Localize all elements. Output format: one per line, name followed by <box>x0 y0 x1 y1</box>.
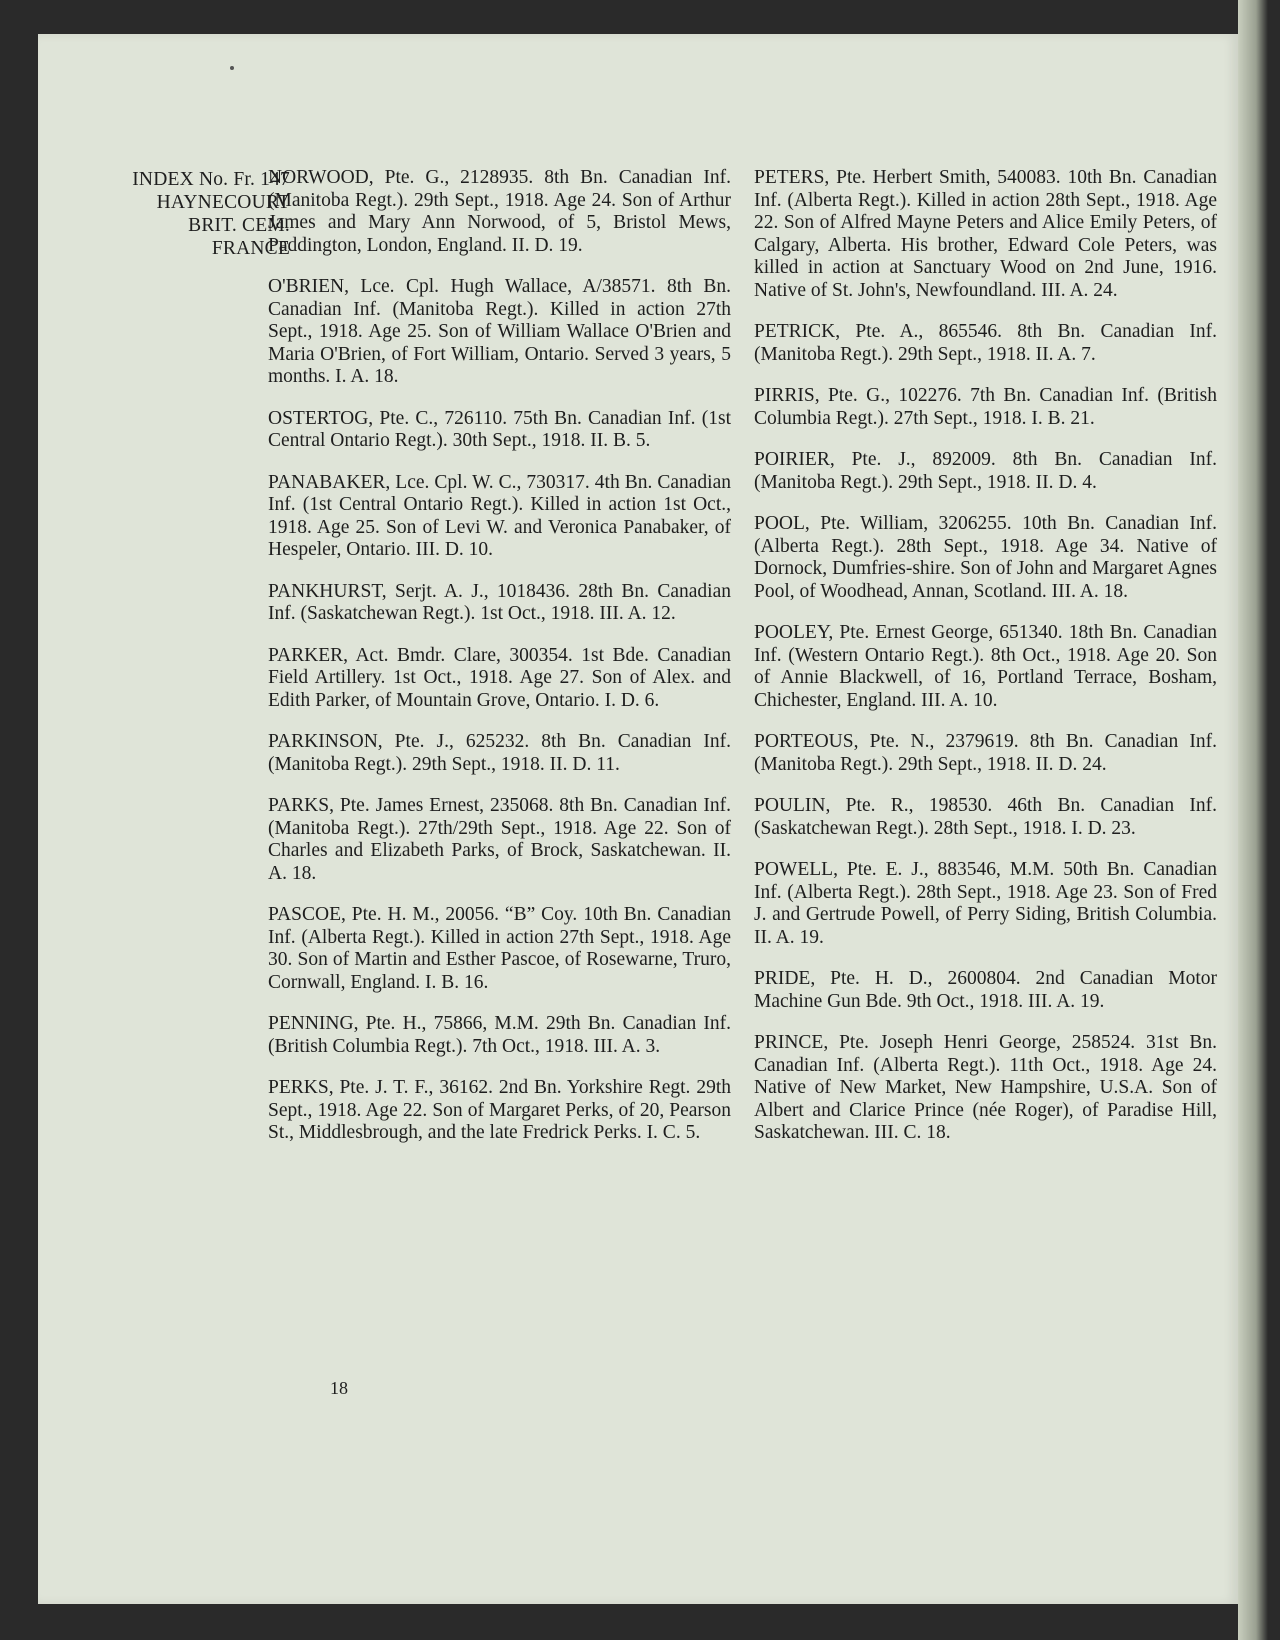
entry-powell: POWELL, Pte. E. J., 883546, M.M. 50th Bn. Canadian Inf. (Alberta Regt.). 28th Sept., 1918. Age 23. Son of Fred J. and Gertrude Powell, of Perry Siding, British Columbia. II. A. 19. <box>754 859 1217 948</box>
entry-pirris: PIRRIS, Pte. G., 102276. 7th Bn. Canadian Inf. (British Columbia Regt.). 27th Sept., 1918. I. B. 21. <box>754 385 1217 429</box>
entry-parkinson: PARKINSON, Pte. J., 625232. 8th Bn. Canadian Inf. (Manitoba Regt.). 29th Sept., 1918. II. D. 11. <box>268 731 731 775</box>
book-spine-edge <box>1238 0 1268 1640</box>
entry-poulin: POULIN, Pte. R., 198530. 46th Bn. Canadian Inf. (Saskatchewan Regt.). 28th Sept., 1918. I. D. 23. <box>754 795 1217 839</box>
entry-obrien: O'BRIEN, Lce. Cpl. Hugh Wallace, A/38571. 8th Bn. Canadian Inf. (Manitoba Regt.). Killed in action 27th Sept., 1918. Age 25. Son of William Wallace O'Brien and Maria O'Brien, of Fort William, Ontario. Served 3 years, 5 months. I. A. 18. <box>268 276 731 387</box>
entry-perks: PERKS, Pte. J. T. F., 36162. 2nd Bn. Yorkshire Regt. 29th Sept., 1918. Age 22. Son of Margaret Perks, of 20, Pearson St., Middlesbrough, and the late Fredrick Perks. I. C. 5. <box>268 1077 731 1143</box>
entry-pooley: POOLEY, Pte. Ernest George, 651340. 18th Bn. Canadian Inf. (Western Ontario Regt.). 8th Oct., 1918. Age 20. Son of Annie Blackwell, of 16, Portland Terrace, Bosham, Chichester, England. III. A. 10. <box>754 622 1217 711</box>
speck-mark <box>230 66 234 70</box>
entry-pascoe: PASCOE, Pte. H. M., 20056. “B” Coy. 10th Bn. Canadian Inf. (Alberta Regt.). Killed in action 27th Sept., 1918. Age 30. Son of Martin and Esther Pascoe, of Rosewarne, Truro, Cornwall, England. I. B. 16. <box>268 904 731 993</box>
page-number: 18 <box>330 1378 348 1398</box>
entry-prince: PRINCE, Pte. Joseph Henri George, 258524. 31st Bn. Canadian Inf. (Alberta Regt.). 11th Oct., 1918. Age 24. Native of New Market, New Hampshire, U.S.A. Son of Albert and Clarice Prince (née Roger), of Paradise Hill, Saskatchewan. III. C. 18. <box>754 1032 1217 1143</box>
entry-petrick: PETRICK, Pte. A., 865546. 8th Bn. Canadian Inf. (Manitoba Regt.). 29th Sept., 1918. II. A. 7. <box>754 321 1217 365</box>
entry-ostertog: OSTERTOG, Pte. C., 726110. 75th Bn. Canadian Inf. (1st Central Ontario Regt.). 30th Sept., 1918. II. B. 5. <box>268 407 731 451</box>
right-column <box>754 167 1217 1164</box>
entry-parker: PARKER, Act. Bmdr. Clare, 300354. 1st Bde. Canadian Field Artillery. 1st Oct., 1918. Age 27. Son of Alex. and Edith Parker, of Mountain Grove, Ontario. I. D. 6. <box>268 644 731 711</box>
entry-norwood: NORWOOD, Pte. G., 2128935. 8th Bn. Canadian Inf. (Manitoba Regt.). 29th Sept., 1918. Age 24. Son of Arthur James and Mary Ann Norwood, of 5, Bristol Mews, Paddington, London, England. II. D. 19. <box>268 167 731 256</box>
entry-poirier: POIRIER, Pte. J., 892009. 8th Bn. Canadian Inf. (Manitoba Regt.). 29th Sept., 1918. II. D. 4. <box>754 449 1217 493</box>
entry-penning: PENNING, Pte. H., 75866, M.M. 29th Bn. Canadian Inf. (British Columbia Regt.). 7th Oct., 1918. III. A. 3. <box>268 1013 731 1057</box>
entry-parks: PARKS, Pte. James Ernest, 235068. 8th Bn. Canadian Inf. (Manitoba Regt.). 27th/29th Sept., 1918. Age 22. Son of Charles and Elizabeth Parks, of Brock, Saskatchewan. II. A. 18. <box>268 795 731 884</box>
entry-pool: POOL, Pte. William, 3206255. 10th Bn. Canadian Inf. (Alberta Regt.). 28th Sept., 1918. Age 34. Native of Dornock, Dumfries-shire. Son of John and Margaret Agnes Pool, of Woodhead, Annan, Scotland. III. A. 18. <box>754 513 1217 602</box>
entry-pankhurst: PANKHURST, Serjt. A. J., 1018436. 28th Bn. Canadian Inf. (Saskatchewan Regt.). 1st Oct., 1918. III. A. 12. <box>268 580 731 624</box>
document-page <box>38 34 1238 1604</box>
cemetery-type: BRIT. CEM. <box>188 215 290 236</box>
entry-porteous: PORTEOUS, Pte. N., 2379619. 8th Bn. Canadian Inf. (Manitoba Regt.). 29th Sept., 1918. II. D. 24. <box>754 731 1217 775</box>
left-column <box>268 167 731 1164</box>
entry-pride: PRIDE, Pte. H. D., 2600804. 2nd Canadian Motor Machine Gun Bde. 9th Oct., 1918. III. A. 19. <box>754 968 1217 1012</box>
cemetery-name: HAYNECOURT <box>156 192 290 213</box>
index-number: INDEX No. Fr. 147 <box>132 169 290 190</box>
entry-panabaker: PANABAKER, Lce. Cpl. W. C., 730317. 4th Bn. Canadian Inf. (1st Central Ontario Regt.). Killed in action 1st Oct., 1918. Age 25. Son of Levi W. and Veronica Panabaker, of Hespeler, Ontario. III. D. 10. <box>268 471 731 560</box>
cemetery-index-label <box>62 168 290 260</box>
entry-peters: PETERS, Pte. Herbert Smith, 540083. 10th Bn. Canadian Inf. (Alberta Regt.). Killed in action 28th Sept., 1918. Age 22. Son of Alfred Mayne Peters and Alice Emily Peters, of Calgary, Alberta. His brother, Edward Cole Peters, was killed in action at Sanctuary Wood on 2nd June, 1916. Native of St. John's, Newfoundland. III. A. 24. <box>754 167 1217 301</box>
country: FRANCE <box>211 238 290 259</box>
